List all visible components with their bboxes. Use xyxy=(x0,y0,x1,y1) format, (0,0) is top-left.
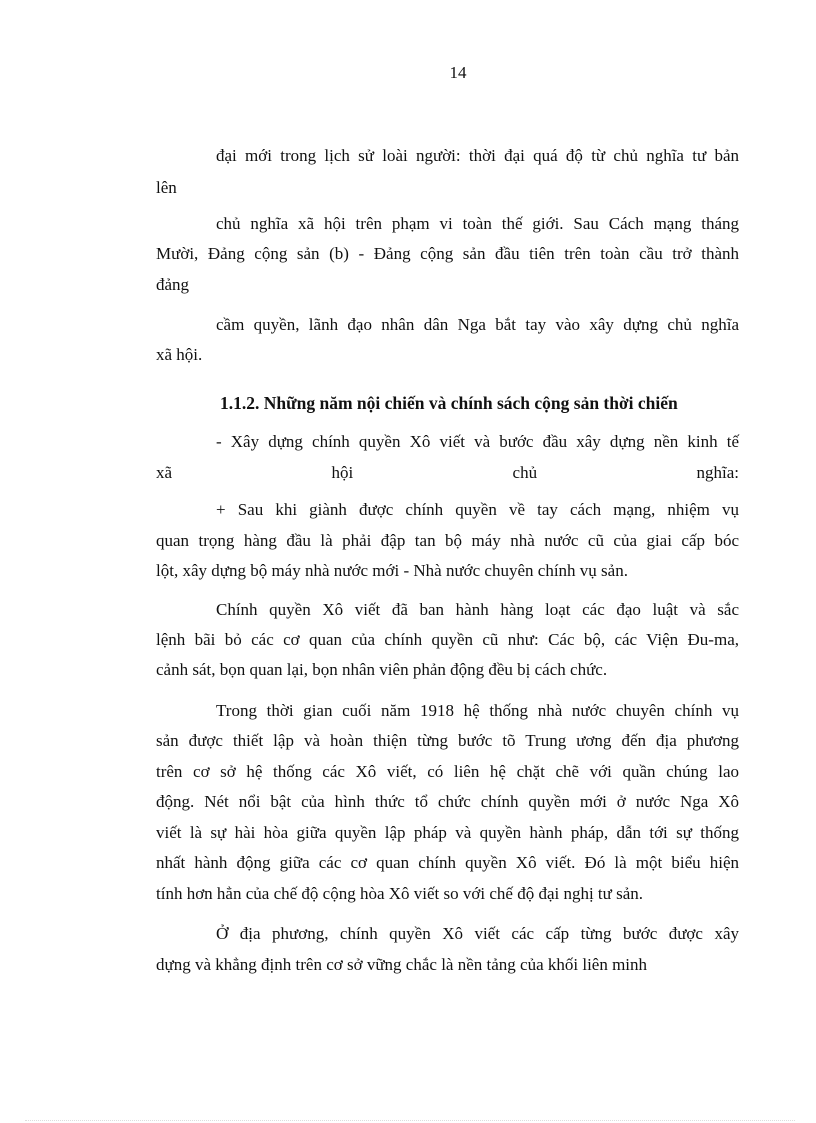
text-line: xã hội. xyxy=(156,345,203,364)
text-line: + Sau khi giành được chính quyền về tay cách mạng, nhiệm vụ xyxy=(216,500,739,519)
text-line: tính hơn hẳn của chế độ cộng hòa Xô viết so với chế độ đại nghị tư sản. xyxy=(156,884,644,903)
text-line: lên xyxy=(156,178,177,197)
text-line: xã hội chủ nghĩa: xyxy=(156,463,739,482)
text-line: trên cơ sở hệ thống các Xô viết, có liên hệ chặt chẽ với quần chúng lao xyxy=(156,762,739,781)
section-heading: 1.1.2. Những năm nội chiến và chính sách cộng sản thời chiến xyxy=(220,393,678,413)
text-line: sản được thiết lập và hoàn thiện từng bước tõ Trung ương đến địa phương xyxy=(156,731,739,750)
page-bottom-rule xyxy=(25,1120,795,1121)
text-line: Chính quyền Xô viết đã ban hành hàng loạt các đạo luật và sắc xyxy=(216,600,739,619)
text-line: - Xây dựng chính quyền Xô viết và bước đầu xây dựng nền kinh tế xyxy=(216,432,739,451)
text-line: nhất hành động giữa các cơ quan chính quyền Xô viết. Đó là một biểu hiện xyxy=(156,853,739,872)
text-line: đảng xyxy=(156,275,190,294)
text-line: động. Nét nổi bật của hình thức tổ chức chính quyền mới ở nước Nga Xô xyxy=(156,792,739,811)
page-number: 14 xyxy=(449,63,467,82)
text-line: quan trọng hàng đầu là phải đập tan bộ máy nhà nước cũ của giai cấp bóc xyxy=(156,531,739,550)
text-line: Mười, Đảng cộng sản (b) - Đảng cộng sản đầu tiên trên toàn cầu trở thành xyxy=(156,244,739,263)
text-line: cầm quyền, lãnh đạo nhân dân Nga bắt tay vào xây dựng chủ nghĩa xyxy=(216,315,739,334)
text-line: viết là sự hài hòa giữa quyền lập pháp và quyền hành pháp, dẫn tới sự thống xyxy=(156,823,739,842)
text-line: đại mới trong lịch sử loài người: thời đại quá độ từ chủ nghĩa tư bản xyxy=(216,146,739,165)
text-line: dựng và khẳng định trên cơ sở vững chắc là nền tảng của khối liên minh xyxy=(156,955,648,974)
text-line: Trong thời gian cuối năm 1918 hệ thống nhà nước chuyên chính vụ xyxy=(216,701,739,720)
text-line: cảnh sát, bọn quan lại, bọn nhân viên phản động đều bị cách chức. xyxy=(156,660,608,679)
text-line: Ở địa phương, chính quyền Xô viết các cấp từng bước được xây xyxy=(216,924,739,943)
text-line: lột, xây dựng bộ máy nhà nước mới - Nhà nước chuyên chính vụ sản. xyxy=(156,561,628,580)
text-line: chủ nghĩa xã hội trên phạm vi toàn thế giới. Sau Cách mạng tháng xyxy=(216,214,739,233)
text-line: lệnh bãi bỏ các cơ quan của chính quyền cũ như: Các bộ, các Viện Đu-ma, xyxy=(156,630,739,649)
